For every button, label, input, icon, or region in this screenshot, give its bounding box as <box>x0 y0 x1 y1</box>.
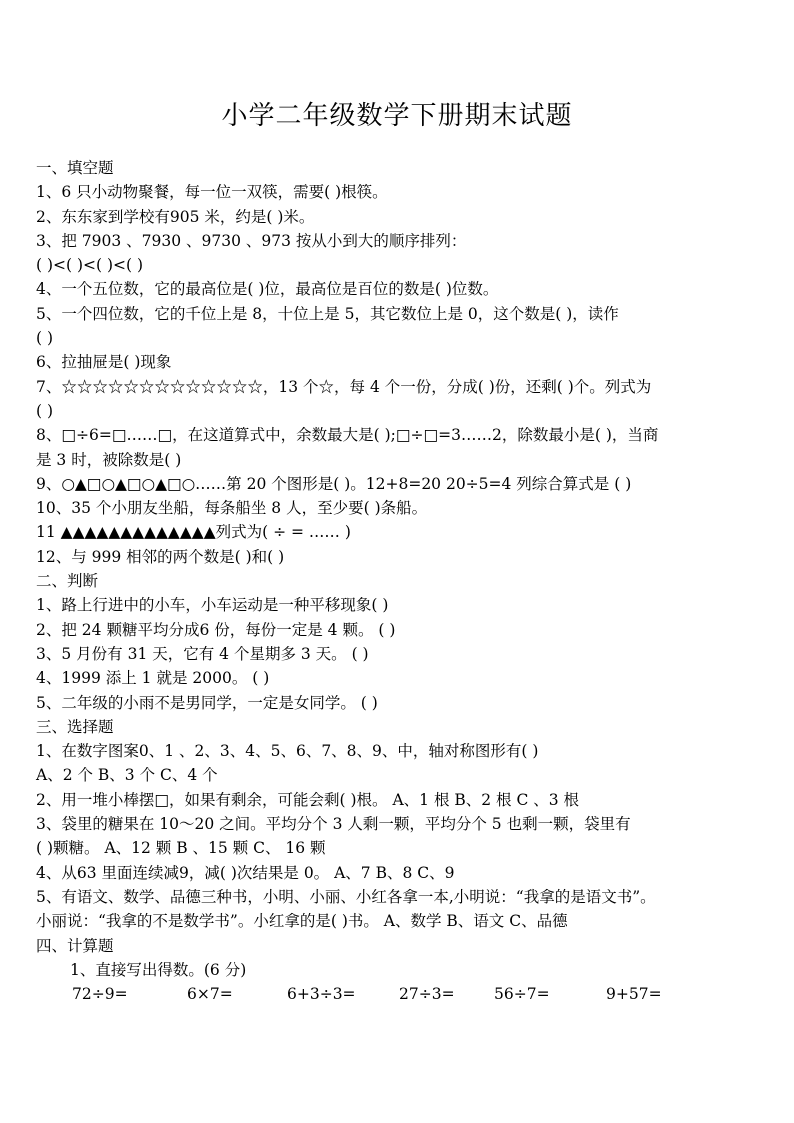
section-heading-judge: 二、判断 <box>36 572 99 591</box>
question-line: 3、5 月份有 31 天，它有 4 个星期多 3 天。 ( ) <box>36 644 369 663</box>
question-line: 8、□÷6=□……□，在这道算式中，余数最大是( );□÷□=3……2，除数最小是( )，当商 <box>36 426 659 445</box>
question-line: 12、与 999 相邻的两个数是( )和( ) <box>36 547 285 566</box>
question-line: A、2 个 B、3 个 C、4 个 <box>36 766 218 785</box>
page-title: 小学二年级数学下册期末试题 <box>221 101 573 131</box>
question-line: 2、把 24 颗糖平均分成6 份，每份一定是 4 颗。 ( ) <box>36 620 396 639</box>
calc-item: 6+3÷3= <box>287 985 356 1004</box>
question-line: 1、直接写出得数。(6 分) <box>70 960 247 979</box>
question-line: ( )颗糖。 A、12 颗 B 、15 颗 C、 16 颗 <box>36 839 326 858</box>
question-line: 1、路上行进中的小车，小车运动是一种平移现象( ) <box>36 596 389 615</box>
section-heading-calc: 四、计算题 <box>36 936 114 955</box>
question-line: 1、在数字图案0、1 、2、3、4、5、6、7、8、9、中，轴对称图形有( ) <box>36 742 539 761</box>
question-line: 1、6 只小动物聚餐，每一位一双筷，需要( )根筷。 <box>36 183 388 202</box>
question-line: 9、○▲□○▲□○▲□○……第 20 个图形是( )。12+8=20 20÷5=4 列综合算式是 ( ) <box>36 474 632 493</box>
question-line: 4、从63 里面连续减9，减( )次结果是 0。 A、7 B、8 C、9 <box>36 863 455 882</box>
question-line: 5、二年级的小雨不是男同学，一定是女同学。 ( ) <box>36 693 378 712</box>
question-line: 5、有语文、数学、品德三种书，小明、小丽、小红各拿一本,小明说：“我拿的是语文书”。 <box>36 887 656 906</box>
question-line: 4、一个五位数，它的最高位是( )位，最高位是百位的数是( )位数。 <box>36 280 499 299</box>
question-line: 5、一个四位数，它的千位上是 8，十位上是 5，其它数位上是 0，这个数是( )，读作 <box>36 304 619 323</box>
calc-item: 72÷9= <box>72 985 128 1004</box>
question-line: 11 ▲▲▲▲▲▲▲▲▲▲▲▲▲列式为( ÷ = …… ) <box>36 523 351 542</box>
question-line: 3、袋里的糖果在 10～20 之间。平均分个 3 人剩一颗，平均分个 5 也剩一颗，袋里有 <box>36 815 631 834</box>
section-heading-choice: 三、选择题 <box>36 717 114 736</box>
question-line: 3、把 7903 、7930 、9730 、973 按从小到大的顺序排列： <box>36 231 467 250</box>
calc-row <box>36 982 772 1006</box>
calc-item: 27÷3= <box>399 985 455 1004</box>
question-line: 是 3 时，被除数是( ) <box>36 450 182 469</box>
question-line: 7、☆☆☆☆☆☆☆☆☆☆☆☆☆，13 个☆，每 4 个一份，分成( )份，还剩( )个。列式为 <box>36 377 652 396</box>
question-line: 2、东东家到学校有905 米，约是( )米。 <box>36 207 315 226</box>
calc-item: 56÷7= <box>494 985 550 1004</box>
question-line: 2、用一堆小棒摆□，如果有剩余，可能会剩( )根。 A、1 根 B、2 根 C 、3 根 <box>36 790 580 809</box>
calc-item: 6×7= <box>187 985 233 1004</box>
question-line: ( ) <box>36 329 54 348</box>
exam-content <box>36 156 772 1006</box>
question-line: 小丽说：“我拿的不是数学书”。小红拿的是( )书。 A、数学 B、语文 C、品德 <box>36 912 568 931</box>
question-line: 6、拉抽屉是( )现象 <box>36 353 172 372</box>
calc-item: 9+57= <box>606 985 662 1004</box>
question-line: 4、1999 添上 1 就是 2000。 ( ) <box>36 669 270 688</box>
question-line: 10、35 个小朋友坐船，每条船坐 8 人，至少要( )条船。 <box>36 499 428 518</box>
question-line: ( )<( )<( )<( ) <box>36 256 144 275</box>
section-heading-fill-in: 一、填空题 <box>36 159 114 177</box>
question-line: ( ) <box>36 401 54 420</box>
